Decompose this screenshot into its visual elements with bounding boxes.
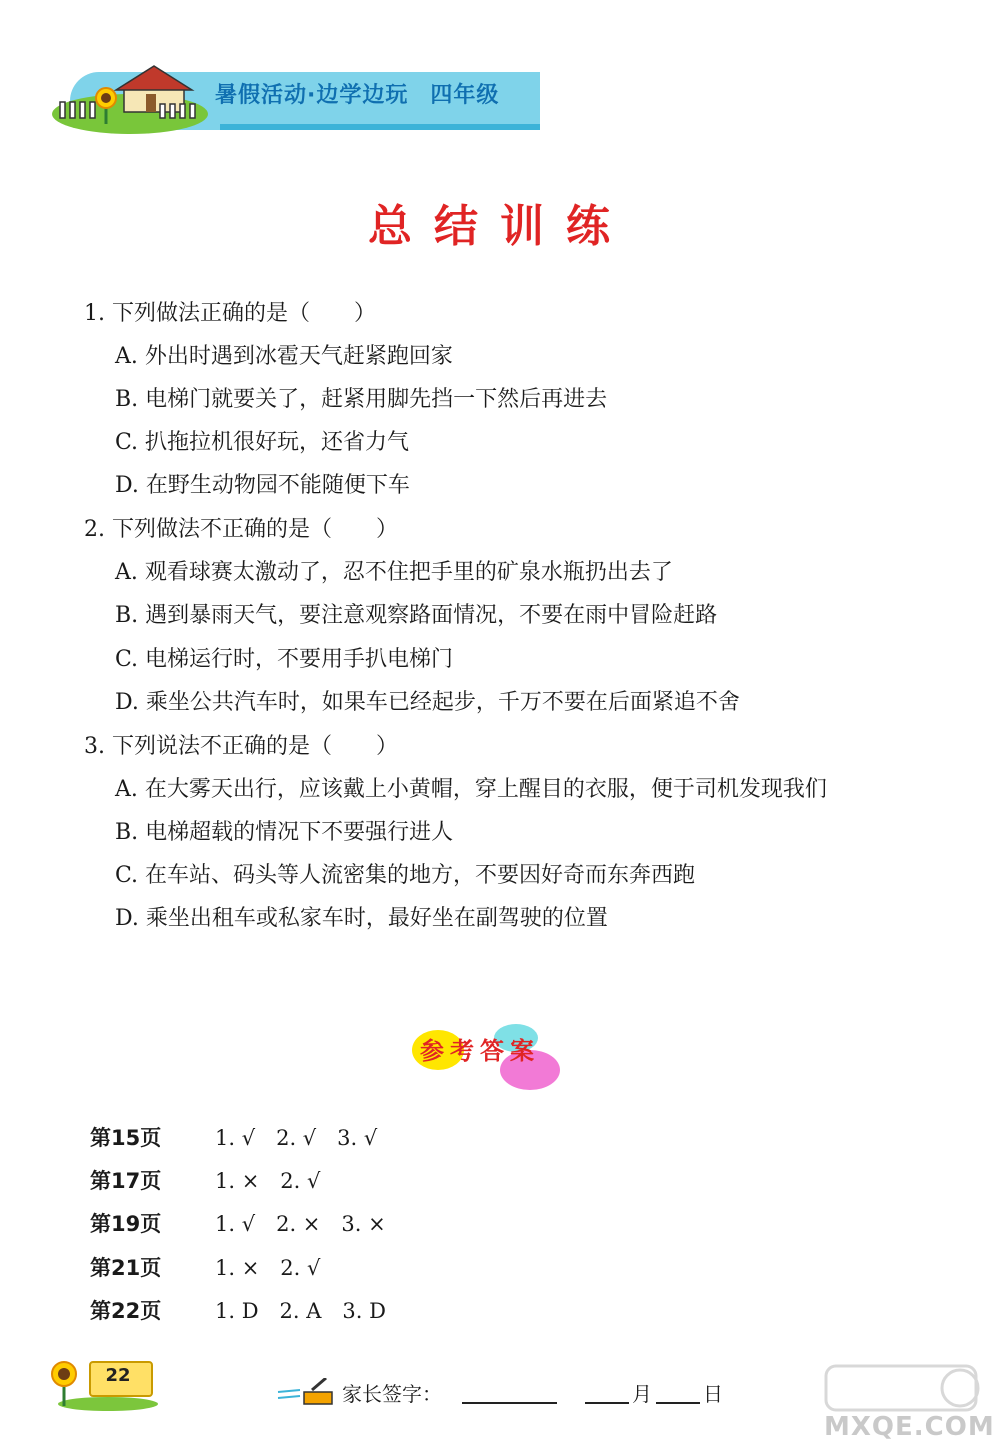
answer-values: 1. × 2. √ (215, 1256, 321, 1280)
question-3-stem: 3. 下列说法不正确的是（ ） (84, 734, 398, 759)
question-1-option-c: C. 扒拖拉机很好玩，还省力气 (115, 430, 410, 455)
pen-book-icon (276, 1378, 336, 1408)
signature-line[interactable] (462, 1402, 557, 1404)
question-3-option-a: A. 在大雾天出行，应该戴上小黄帽，穿上醒目的衣服，便于司机发现我们 (115, 777, 827, 802)
header-title (215, 78, 499, 109)
question-2-option-c: C. 电梯运行时，不要用手扒电梯门 (115, 647, 454, 672)
question-1-stem: 1. 下列做法正确的是（ ） (84, 301, 376, 326)
answer-page-label: 第15页 (90, 1126, 162, 1150)
answer-page-label: 第21页 (90, 1256, 162, 1280)
parent-signature-label: 家长签字： (342, 1382, 442, 1406)
answer-values: 1. D 2. A 3. D (215, 1299, 386, 1323)
answer-row (90, 1208, 386, 1238)
day-line[interactable] (656, 1402, 700, 1404)
page-number: 22 (105, 1365, 131, 1386)
question-3-option-d: D. 乘坐出租车或私家车时，最好坐在副驾驶的位置 (115, 906, 608, 931)
question-3-option-c: C. 在车站、码头等人流密集的地方，不要因好奇而东奔西跑 (115, 863, 696, 888)
month-line[interactable] (585, 1402, 629, 1404)
day-label: 日 (703, 1382, 723, 1406)
question-1-option-d: D. 在野生动物园不能随便下车 (115, 473, 410, 498)
answer-section-title: 参考答案 (420, 1037, 540, 1065)
page-header (50, 62, 550, 136)
header-grade: 四年级 (430, 83, 500, 108)
answer-page-label: 第22页 (90, 1299, 162, 1323)
answer-page-label: 第17页 (90, 1169, 162, 1193)
answer-values: 1. √ 2. × 3. × (215, 1212, 386, 1236)
answer-row (90, 1252, 320, 1282)
answer-page-label: 第19页 (90, 1212, 162, 1236)
page-title: 总结训练 (368, 201, 632, 252)
answer-row (90, 1165, 320, 1195)
answer-values: 1. √ 2. √ 3. √ (215, 1126, 378, 1150)
question-1-option-b: B. 电梯门就要关了，赶紧用脚先挡一下然后再进去 (115, 387, 608, 412)
header-series: 暑假活动·边学边玩 (215, 83, 409, 108)
question-1-option-a: A. 外出时遇到冰雹天气赶紧跑回家 (115, 344, 453, 369)
question-2-option-d: D. 乘坐公共汽车时，如果车已经起步，千万不要在后面紧追不舍 (115, 690, 740, 715)
answer-values: 1. × 2. √ (215, 1169, 321, 1193)
question-2-option-b: B. 遇到暴雨天气，要注意观察路面情况，不要在雨中冒险赶路 (115, 603, 718, 628)
answer-row (90, 1295, 386, 1325)
question-2-option-a: A. 观看球赛太激动了，忍不住把手里的矿泉水瓶扔出去了 (115, 560, 673, 585)
watermark-text: MXQE.COM (824, 1412, 995, 1442)
answer-row (90, 1122, 377, 1152)
question-2-stem: 2. 下列做法不正确的是（ ） (84, 517, 398, 542)
question-3-option-b: B. 电梯超载的情况下不要强行进人 (115, 820, 454, 845)
house-garden-icon (50, 62, 210, 136)
month-label: 月 (632, 1382, 652, 1406)
